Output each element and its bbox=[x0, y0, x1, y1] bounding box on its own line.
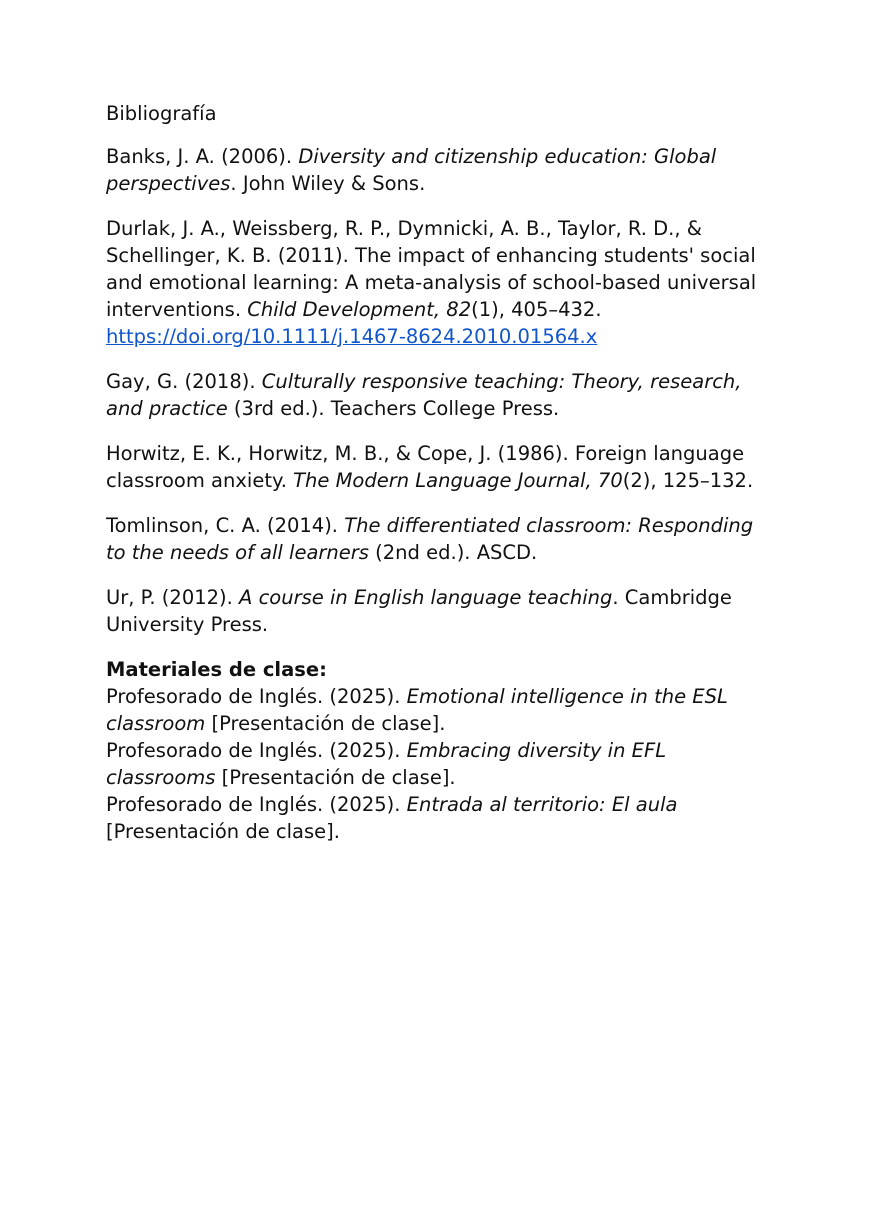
reference-tomlinson: Tomlinson, C. A. (2014). The differentiated classroom: Responding to the needs of all learners (2nd ed.). ASCD. bbox=[106, 514, 754, 564]
reference-title: Culturally responsive teaching: Theory, research, and practice bbox=[106, 370, 742, 420]
materials-heading: Materiales de clase: bbox=[106, 658, 327, 681]
reference-title: The differentiated classroom: Responding to the needs of all learners bbox=[106, 514, 754, 564]
material-embracing-diversity: Profesorado de Inglés. (2025). Embracing diversity in EFL classrooms [Presentación de clase]. bbox=[106, 739, 667, 789]
reference-title: The Modern Language Journal, 70 bbox=[293, 469, 623, 492]
material-title: Emotional intelligence in the ESL classroom bbox=[106, 685, 728, 735]
reference-durlak: Durlak, J. A., Weissberg, R. P., Dymnicki, A. B., Taylor, R. D., & Schellinger, K. B. (2011). The impact of enhancing students' social and emotional learning: A meta-analysis of school-based universal interventions. Child Development, 82(1), 405–432. https://doi.org/10.1111/j.1467-8624.2010.01564.x bbox=[106, 217, 757, 348]
material-title: Entrada al territorio: El aula bbox=[406, 793, 678, 816]
reference-ur: Ur, P. (2012). A course in English language teaching. Cambridge University Press. bbox=[106, 586, 732, 636]
reference-title: Diversity and citizenship education: Global perspectives bbox=[106, 145, 717, 195]
reference-title: A course in English language teaching bbox=[239, 586, 613, 609]
bibliography-heading: Bibliografía bbox=[106, 102, 217, 125]
reference-title: Child Development, 82 bbox=[247, 298, 472, 321]
reference-horwitz: Horwitz, E. K., Horwitz, M. B., & Cope, J. (1986). Foreign language classroom anxiety. The Modern Language Journal, 70(2), 125–132. bbox=[106, 442, 754, 492]
doi-link[interactable]: https://doi.org/10.1111/j.1467-8624.2010.01564.x bbox=[106, 325, 598, 348]
reference-gay: Gay, G. (2018). Culturally responsive teaching: Theory, research, and practice (3rd ed.). Teachers College Press. bbox=[106, 370, 742, 420]
material-title: Embracing diversity in EFL classrooms bbox=[106, 739, 667, 789]
reference-banks: Banks, J. A. (2006). Diversity and citizenship education: Global perspectives. John Wiley & Sons. bbox=[106, 145, 717, 195]
bibliography-section bbox=[106, 100, 771, 845]
material-emotional-intelligence: Profesorado de Inglés. (2025). Emotional intelligence in the ESL classroom [Presentación de clase]. bbox=[106, 685, 728, 735]
material-entrada-aula: Profesorado de Inglés. (2025). Entrada al territorio: El aula [Presentación de clase]. bbox=[106, 793, 678, 843]
